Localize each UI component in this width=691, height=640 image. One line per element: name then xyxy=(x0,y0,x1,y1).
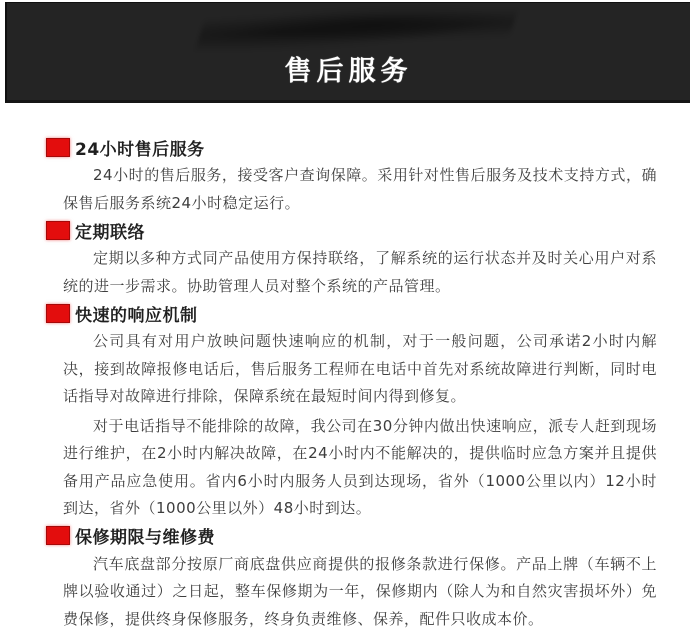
after-sales-content xyxy=(0,103,691,633)
section-paragraph: 汽车底盘部分按原厂商底盘供应商提供的报修条款进行保修。产品上牌（车辆不上牌以验收通过）之日起，整车保修期为一年，保修期内（除人为和自然灾害损坏外）免费保修，提供终身保修服务，终身负责维修、保养，配件只收成本价。 xyxy=(63,554,657,628)
section-rapid-response xyxy=(46,302,657,523)
section-header xyxy=(46,525,657,547)
section-paragraph: 对于电话指导不能排除的故障，我公司在30分钟内做出快速响应，派专人赶到现场进行维护，在2小时内解决故障，在24小时内不能解决的，提供临时应急方案并且提供备用产品应急使用。省内6小时内服务人员到达现场，省外（1000公里以内）12小时到达，省外（1000公里以外）48小时到达。 xyxy=(63,416,657,517)
section-header xyxy=(46,219,657,241)
red-square-bullet-icon xyxy=(46,138,70,157)
section-warranty-fees xyxy=(46,525,657,634)
red-square-bullet-icon xyxy=(46,304,70,323)
section-heading: 快速的响应机制 xyxy=(75,305,198,326)
page-header-banner xyxy=(5,2,690,103)
section-heading: 定期联络 xyxy=(75,222,145,243)
red-square-bullet-icon xyxy=(46,221,70,240)
watermark-smudge xyxy=(195,4,519,53)
red-square-bullet-icon xyxy=(46,526,70,545)
section-header xyxy=(46,302,657,324)
section-24h-service xyxy=(46,136,657,217)
section-paragraph: 定期以多种方式同产品使用方保持联络，了解系统的运行状态并及时关心用户对系统的进一步需求。协助管理人员对整个系统的产品管理。 xyxy=(63,249,657,295)
section-heading: 24小时售后服务 xyxy=(75,139,205,160)
page-title: 售后服务 xyxy=(284,56,413,87)
section-header xyxy=(46,136,657,158)
section-regular-contact xyxy=(46,219,657,300)
section-heading: 保修期限与维修费 xyxy=(75,528,215,548)
section-paragraph: 24小时的售后服务，接受客户查询保障。采用针对性售后服务及技术支持方式，确保售后服务系统24小时稳定运行。 xyxy=(63,166,657,212)
section-paragraph: 公司具有对用户放映问题快速响应的机制，对于一般问题，公司承诺2小时内解决，接到故障报修电话后，售后服务工程师在电话中首先对系统故障进行判断，同时电话指导对故障进行排除，保障系统在最短时间内得到修复。 xyxy=(63,332,657,405)
